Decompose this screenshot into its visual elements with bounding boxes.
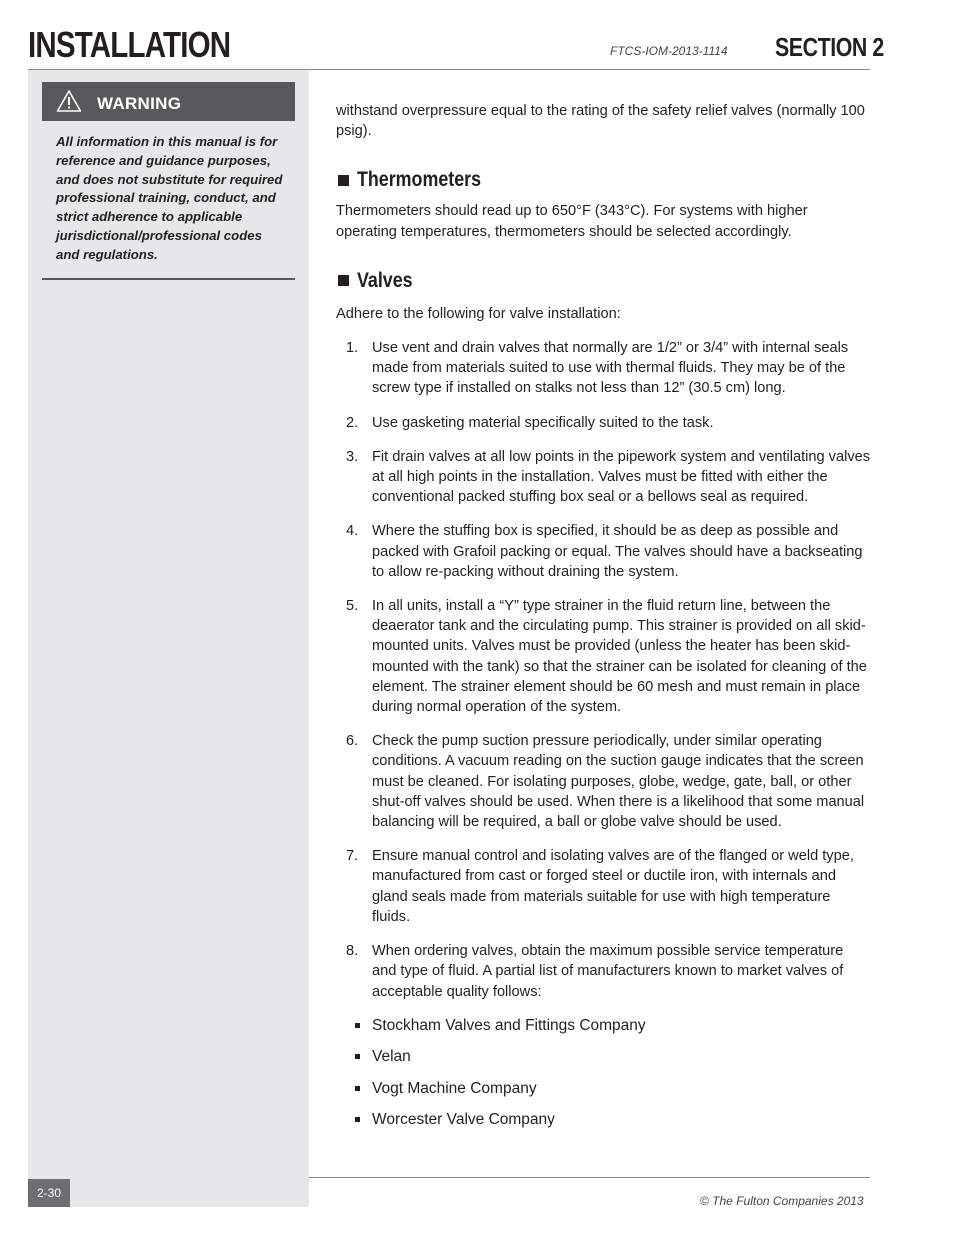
section-label: SECTION 2 xyxy=(775,32,884,62)
warning-label: WARNING xyxy=(97,94,182,113)
list-item: Velan xyxy=(336,1047,871,1067)
valves-heading xyxy=(336,269,871,293)
manufacturers-list xyxy=(336,1016,871,1131)
thermometers-heading-text: Thermometers xyxy=(357,168,482,192)
valves-intro: Adhere to the following for valve installation: xyxy=(336,305,621,322)
footer-divider xyxy=(309,1177,870,1178)
thermometers-heading xyxy=(336,168,871,192)
bullet-square-icon xyxy=(355,1086,360,1091)
copyright: © The Fulton Companies 2013 xyxy=(700,1194,864,1208)
heading-square-icon xyxy=(338,175,349,186)
list-item: Stockham Valves and Fittings Company xyxy=(336,1016,871,1036)
warning-divider xyxy=(42,278,295,280)
bullet-square-icon xyxy=(355,1117,360,1122)
list-item: Worcester Valve Company xyxy=(336,1110,871,1130)
page-title: INSTALLATION xyxy=(28,24,231,65)
valve-steps-list xyxy=(336,338,871,1002)
list-item: 7. Ensure manual control and isolating valves are of the flanged or weld type, manufactured from cast or forged steel or ductile iron, with internals and gland seals made from materials suitable for use with high temperature fluids. xyxy=(346,848,854,925)
list-item: 3. Fit drain valves at all low points in the pipework system and ventilating valves at all high points in the installation. Valves must be fitted with either the conventional packed stuffing box seal or a bellows seal as required. xyxy=(346,448,871,506)
list-item: 4. Where the stuffing box is specified, it should be as deep as possible and packed with Grafoil packing or equal. The valves should have a backseating to allow re-packing without draining the system. xyxy=(346,523,863,580)
thermometers-paragraph: Thermometers should read up to 650°F (343°C). For systems with higher operating temperatures, thermometers should be selected accordingly. xyxy=(336,203,808,240)
list-item: 8. When ordering valves, obtain the maximum possible service temperature and type of fluid. A partial list of manufacturers known to market valves of acceptable quality follows: xyxy=(346,943,844,1000)
bullet-square-icon xyxy=(355,1054,360,1059)
list-item: 2. Use gasketing material specifically suited to the task. xyxy=(346,414,714,431)
list-item: 6. Check the pump suction pressure periodically, under similar operating conditions. A vacuum reading on the suction gauge indicates that the screen must be cleaned. For isolating purposes, globe, wedge, gate, ball, or other shut-off valves should be used. When there is a likelihood that some manual balancing will be required, a ball or globe valve should be used. xyxy=(346,733,865,831)
valves-heading-text: Valves xyxy=(357,268,413,292)
document-id: FTCS-IOM-2013-1114 xyxy=(610,44,728,58)
list-item: 1. Use vent and drain valves that normally are 1/2” or 3/4” with internal seals made from materials suited to use with thermal fluids. They may be of the screw type if installed on stalks not less than 12” (30.5 cm) long. xyxy=(346,340,849,397)
warning-text: All information in this manual is for reference and guidance purposes, and does not substitute for required professional training, conduct, and strict adherence to applicable jurisdictional/professional codes and regulations. xyxy=(56,134,283,262)
warning-header xyxy=(42,82,295,121)
intro-paragraph: withstand overpressure equal to the rating of the safety relief valves (normally 100 psig). xyxy=(336,103,865,140)
list-item: Vogt Machine Company xyxy=(336,1079,871,1099)
bullet-square-icon xyxy=(355,1023,360,1028)
page-number: 2-30 xyxy=(28,1179,70,1207)
list-item: 5. In all units, install a “Y” type strainer in the fluid return line, between the deaerator tank and the circulating pump. This strainer is provided on all skid-mounted units. Valves must be provided (unless the heater has been skid-mounted with the tank) so that the strainer can be isolated for cleaning of the element. The strainer element should be 60 mesh and must remain in place during normal operation of the system. xyxy=(346,598,867,716)
heading-square-icon xyxy=(338,275,349,286)
main-content xyxy=(336,101,871,1142)
warning-triangle-icon xyxy=(56,89,82,113)
